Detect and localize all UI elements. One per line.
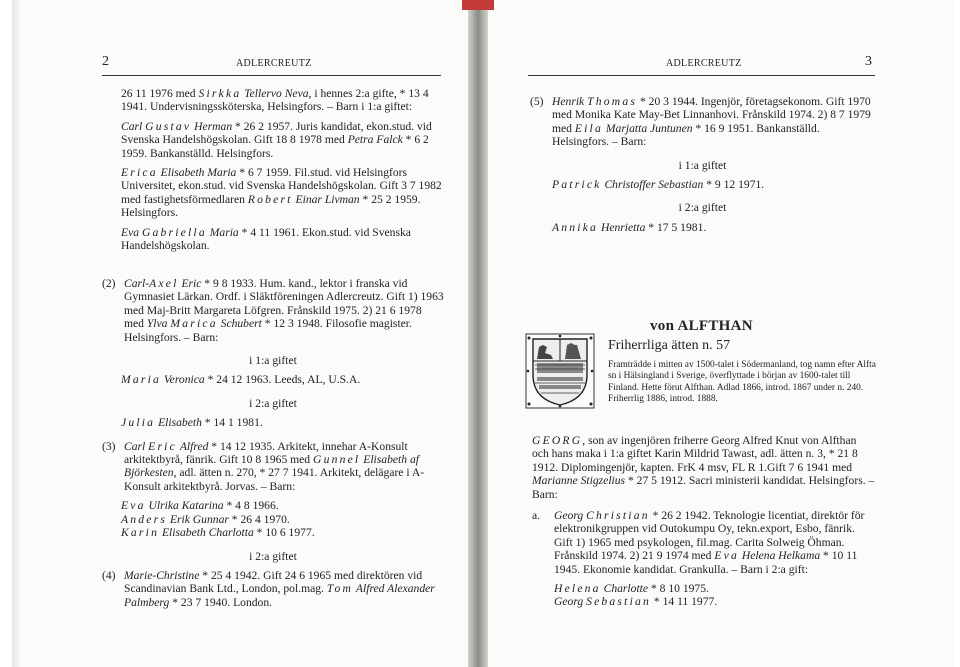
child-helena: Helena Charlotte * 8 10 1975. [554,582,709,596]
running-head-left: ADLERCREUTZ [236,58,312,69]
child-anders: Anders Erik Gunnar * 26 4 1970. [121,512,290,526]
subheading-second-marriage-2: i 2:a giftet [249,549,297,563]
child-georg-sebastian: Georg Sebastian * 14 11 1977. [554,595,718,609]
right-page-top [530,95,875,240]
running-head-right: ADLERCREUTZ [666,58,742,69]
subheading-second-marriage: i 2:a giftet [249,396,297,410]
subheading-first-marriage-right: i 1:a giftet [678,158,727,172]
paragraph-carl-gustav: Carl Gustav Herman * 26 2 1957. Juris kandidat, ekon.stud. vid Svenska Handelshögskolan. Gift 18 8 1978 med Petra Falck * 6 2 1959. Bankanställd. Helsingfors. [121,119,432,160]
family-rank: Friherrliga ätten n. 57 [608,338,731,353]
left-page-edge [12,0,22,667]
page-number-right: 3 [865,54,872,69]
subheading-first-marriage: i 1:a giftet [249,354,297,368]
book-spine [468,0,488,667]
paragraph-sirkka: 26 11 1976 med Sirkka Tellervo Neva, i hennes 2:a gifte, * 13 4 1941. Undervisningssköterska, Helsingfors. – Barn i 1:a giftet: [121,87,429,114]
child-karin: Karin Elisabeth Charlotta * 10 6 1977. [121,526,315,540]
header-rule-left [102,75,441,76]
book-cover-edge [462,0,494,10]
right-page-lower [532,434,876,615]
child-patrick: Patrick Christoffer Sebastian * 9 12 1971. [552,178,765,192]
family-history-note: Framträdde i mitten av 1500-talet i Södermanland, tog namn efter Alfta sn i Hälsingland i Sverige, överflyttade i början av 1600-talet till Finland. Hette förut Alfthan. Adlad 1866, introd. 1867 under n. 240. Friherrlig 1886, introd. 1888. [608,360,876,404]
paragraph-erica: Erica Elisabeth Maria * 6 7 1959. Fil.stud. vid Helsingfors Universitet, ekon.stud. vid Svenska Handelshögskolan. Gift 3 7 1982 med fastighetsförmedlaren Robert Einar Livman * 25 2 1959. Helsingfors. [121,166,442,220]
page-number-left: 2 [102,54,109,69]
child-julia: Julia Elisabeth * 14 1 1981. [121,416,263,430]
entry-2-carl-axel: (2) Carl-Axel Eric * 9 8 1933. Hum. kand., lektor i franska vid Gymnasiet Lärkan. Ordf. i Släktföreningen Adlercreutz. Gift 1) 1963 med Maj-Britt Margareta Löfgren. Frånskild 1975. 2) 21 6 1978 med Ylva Marica Schubert * 12 3 1948. Filosofie magister. Helsingfors. – Barn: [102,277,444,344]
coat-of-arms-icon [525,333,595,409]
subheading-second-marriage-right: i 2:a giftet [678,201,727,215]
child-annika: Annika Henrietta * 17 5 1981. [552,220,707,234]
header-rule-right [528,75,875,76]
left-page-entries [102,277,444,615]
entry-4-marie-christine: (4) Marie-Christine * 25 4 1942. Gift 24 6 1965 med direktören vid Scandinavian Bank Ltd., London, pol.mag. Tom Alfred Alexander Palmberg * 23 7 1940. London. [102,568,435,609]
child-maria-veronica: Maria Veronica * 24 12 1963. Leeds, AL, U.S.A. [121,373,361,387]
entry-a-georg-christian: a. Georg Christian * 26 2 1942. Teknologie licentiat, direktör för elektronikgruppen vid Outokumpu Oy, tekn.export, Esbo, fänrik. Gift 1) 1965 med psykologen, fil.mag. Carita Solweig Öhman. Frånskild 1974. 2) 21 9 1974 med Eva Helena Helkama * 10 11 1945. Ekonomie kandidat. Grankulla. – Barn i 2:a gift: [532,509,865,576]
paragraph-eva-gabriella: Eva Gabriella Maria * 4 11 1961. Ekon.stud. vid Svenska Handelshögskolan. [121,225,411,253]
left-page-text [121,87,444,258]
paragraph-georg: GEORG, son av ingenjören friherre Georg Alfred Knut von Alfthan och hans maka i 1:a giftet Karin Mildrid Tawast, adl. ätten n. 3, * 21 8 1912. Diplomingenjör, kapten. FrK 4 msv, FL R 1.Gift 7 6 1941 med Marianne Stigzelius * 27 5 1912. Sacri ministerii kandidat. Helsingfors. – Barn: [532,434,875,501]
entry-3-carl-eric: (3) Carl Eric Alfred * 14 12 1935. Arkitekt, innehar A-Konsult arkitektbyrå, fänrik. Gift 10 8 1965 med Gunnel Elisabeth af Björkesten, adl. ätten n. 270, * 27 7 1941. Arkitekt, delägare i A-Konsult arkitektbyrå. Jorvas. – Barn: [102,439,425,493]
family-title: von ALFTHAN [650,318,753,334]
entry-5-henrik: (5) Henrik Thomas * 20 3 1944. Ingenjör, företagsekonom. Gift 1970 med Monika Kate May-Bet Linnanhovi. Frånskild 1974. 2) 8 7 1979 med Eila Marjatta Juntunen * 16 9 1951. Bankanställd. Helsingfors. – Barn: [530,95,871,149]
child-eva-ulrika: Eva Ulrika Katarina * 4 8 1966. [121,499,279,513]
